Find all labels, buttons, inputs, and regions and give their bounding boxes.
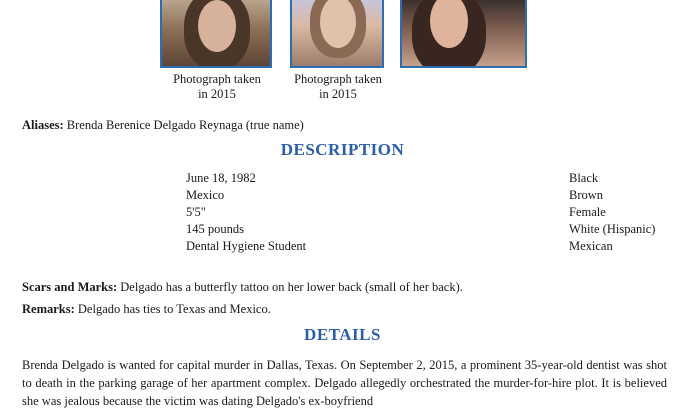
remarks-label: Remarks:	[22, 302, 75, 316]
photo-1-face	[198, 0, 236, 52]
desc-value: Female	[569, 205, 606, 219]
scars-value: Delgado has a butterfly tattoo on her lower back (small of her back).	[120, 280, 463, 294]
desc-value: Brown	[569, 188, 604, 202]
remarks-line	[22, 302, 271, 317]
aliases-label: Aliases:	[22, 118, 64, 132]
details-paragraph: Brenda Delgado is wanted for capital murder in Dallas, Texas. On September 2, 2015, a prominent 35-year-old dentist was shot to death in the parking garage of her apartment complex. Delgado allegedly orchestrated the murder-for-hire plot. It is believed she was jealous because the victim was dating Delgado's ex-boyfriend	[22, 358, 667, 408]
scars-label: Scars and Marks:	[22, 280, 118, 294]
photo-3	[400, 0, 527, 68]
desc-value: Mexican	[569, 239, 613, 253]
scars-line	[22, 280, 463, 295]
desc-value: 5'5"	[186, 205, 206, 219]
desc-value: Mexico	[186, 188, 225, 202]
desc-value: White (Hispanic)	[569, 222, 656, 236]
photo-1	[160, 0, 272, 68]
aliases-value: Brenda Berenice Delgado Reynaga (true name)	[66, 118, 304, 132]
desc-value: June 18, 1982	[186, 171, 256, 185]
photo-1-caption: Photograph taken in 2015	[173, 72, 261, 101]
desc-value: 145 pounds	[186, 222, 244, 236]
desc-value: Dental Hygiene Student	[186, 239, 307, 253]
photo-2-caption: Photograph taken in 2015	[294, 72, 382, 101]
remarks-value: Delgado has ties to Texas and Mexico.	[77, 302, 271, 316]
photo-2	[290, 0, 384, 68]
details-heading: DETAILS	[304, 325, 381, 344]
description-heading: DESCRIPTION	[280, 140, 405, 159]
aliases-line	[22, 118, 304, 133]
desc-value: Black	[569, 171, 599, 185]
